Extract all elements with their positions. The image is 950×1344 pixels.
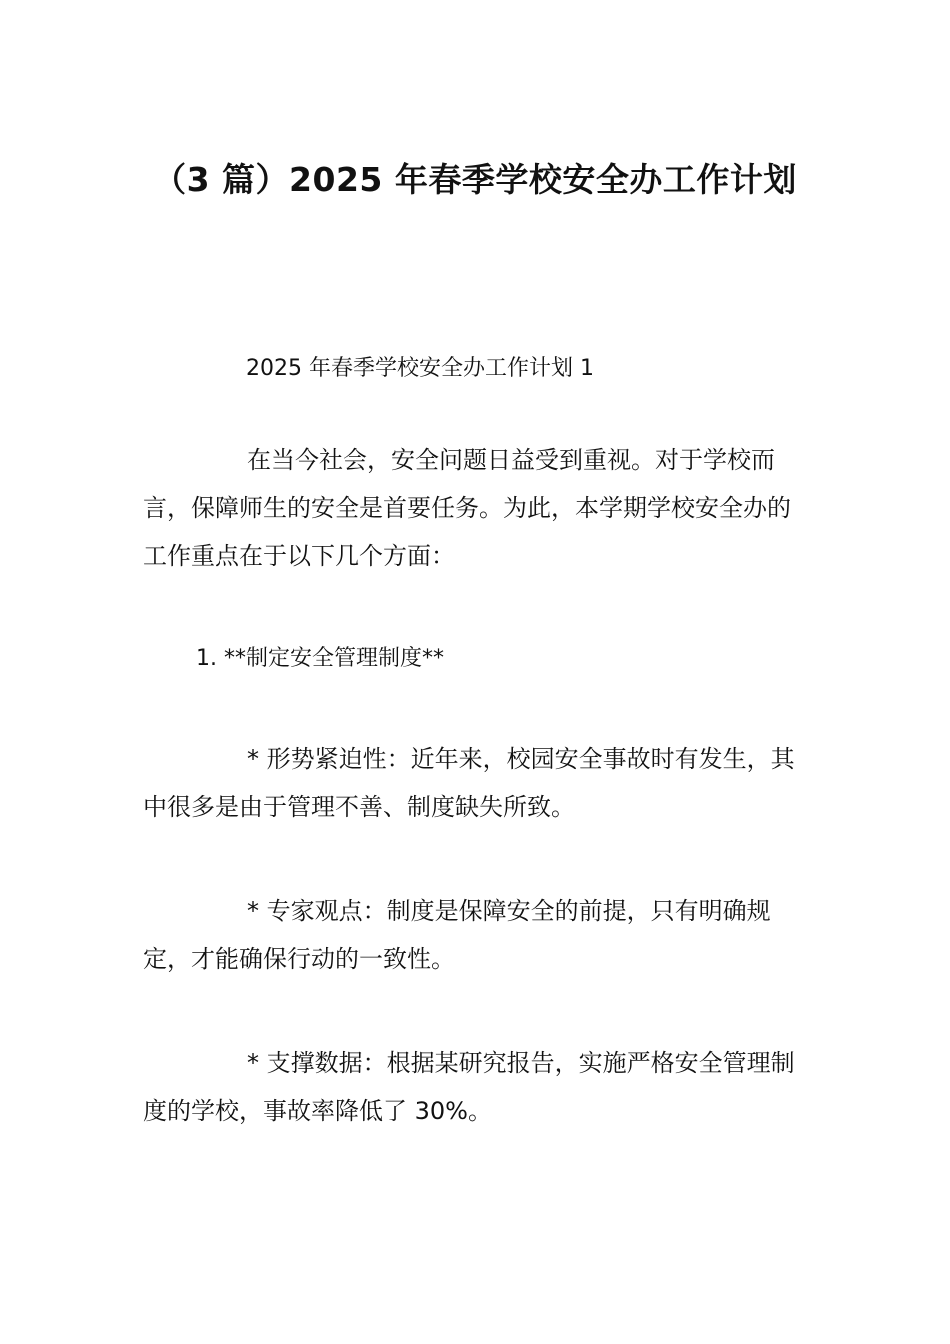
document-title: （3 篇）2025 年春季学校安全办工作计划	[153, 160, 797, 199]
document-body	[143, 345, 807, 1135]
section-title: 2025 年春季学校安全办工作计划 1	[246, 356, 594, 381]
intro-paragraph: 在当今社会，安全问题日益受到重视。对于学校而言，保障师生的安全是首要任务。为此，本学期学校安全办的工作重点在于以下几个方面：	[143, 446, 791, 570]
list-item-heading: 1. **制定安全管理制度**	[196, 646, 444, 671]
bullet-paragraph: * 形势紧迫性：近年来，校园安全事故时有发生，其中很多是由于管理不善、制度缺失所致。	[143, 745, 795, 821]
bullet-paragraph: * 专家观点：制度是保障安全的前提，只有明确规定，才能确保行动的一致性。	[143, 897, 771, 973]
bullet-paragraph: * 支撑数据：根据某研究报告，实施严格安全管理制度的学校，事故率降低了 30%。	[143, 1049, 795, 1125]
